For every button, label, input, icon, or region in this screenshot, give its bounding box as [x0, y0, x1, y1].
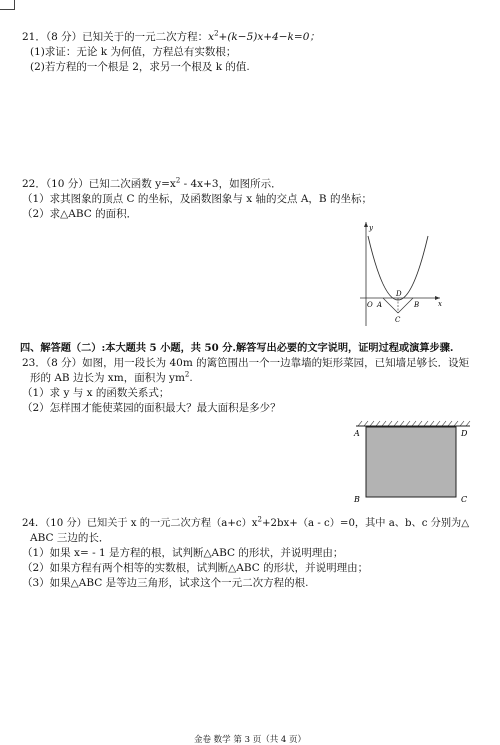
q23-line2-a: 形的 AB 边长为 xm，面积为 ym [30, 372, 185, 384]
page-corner-mark [0, 0, 15, 10]
q23-part1: （1）求 y 与 x 的函数关系式； [22, 387, 170, 399]
q22-head-sup: 2 [175, 176, 181, 185]
q24-part3: （3）如果△ABC 是等边三角形，试求这个一元二次方程的根. [22, 577, 309, 589]
triangle-side-ac [383, 298, 398, 313]
label-d: D [396, 290, 402, 298]
label-a: A [354, 429, 360, 438]
q21-head-text: 21．（8 分）已知关于的一元二次方程： [22, 31, 209, 43]
page-footer: 金卷 数学 第 3 页（共 4 页） [193, 735, 307, 745]
triangle-side-bc [398, 298, 413, 313]
q24-head-b: +2bx+（a - c）=0，其中 a、b、c 分别为△ [262, 518, 470, 529]
garden-figure [348, 418, 480, 508]
q24-head-a: 24．（10 分）已知关于 x 的一元二次方程（a+c）x [22, 518, 258, 529]
q21-eq-x: x [208, 31, 215, 43]
label-c: C [395, 316, 401, 324]
q24-part2: （2）如果方程有两个相等的实数根，试判断△ABC 的形状，并说明理由； [22, 562, 369, 574]
section4-heading: 四、解答题（二）:本大题共 5 小题，共 50 分.解答写出必要的文字说明，证明过程或演算步骤. [20, 342, 454, 354]
label-c: C [461, 495, 468, 504]
q24-part1: （1）如果 x= - 1 是方程的根，试判断△ABC 的形状，并说明理由； [22, 547, 344, 559]
q22-part2: （2）求△ABC 的面积． [22, 208, 138, 220]
q23-line2-b: . [189, 372, 193, 384]
label-d: D [461, 429, 468, 438]
q22-heading [22, 178, 282, 191]
y-axis-arrow [364, 222, 368, 227]
wall-hatching [358, 421, 470, 426]
q23-heading-line2 [30, 372, 193, 385]
garden-rectangle [366, 427, 456, 497]
label-b: B [354, 495, 360, 504]
q22-head-a: 22．（10 分）已知二次函数 y=x [22, 178, 176, 190]
q24-head-sup: 2 [257, 515, 263, 524]
label-y: y [369, 224, 373, 232]
q23-line2-sup: 2 [184, 370, 190, 379]
q24-heading-line2: ABC 三边的长． [30, 532, 110, 544]
q23-heading: 23．（8 分）如图，用一段长为 40m 的篱笆围出一个一边靠墙的矩形菜园，已知墙足够长．设矩 [22, 357, 470, 369]
q21-part2: (2)若方程的一个根是 2，求另一个根及 k 的值. [30, 61, 250, 73]
q21-heading [22, 31, 320, 44]
q22-part1: （1）求其图象的顶点 C 的坐标，及函数图象与 x 轴的交点 A，B 的坐标； [22, 193, 372, 205]
label-a: A [377, 301, 383, 309]
q21-part1: (1)求证：无论 k 为何值，方程总有实数根； [30, 46, 237, 58]
q21-eq-sup: 2 [214, 29, 219, 38]
label-b: B [414, 301, 420, 309]
q22-head-b: - 4x+3，如图所示． [180, 178, 282, 190]
q21-eq-rest: +(k−5)x+4−k=0； [218, 31, 320, 43]
q24-heading [22, 517, 469, 530]
q23-part2: （2）怎样围才能使菜园的面积最大？最大面积是多少？ [22, 402, 281, 414]
label-x: x [438, 300, 442, 308]
parabola-figure [350, 218, 450, 330]
label-o: O [367, 301, 373, 309]
